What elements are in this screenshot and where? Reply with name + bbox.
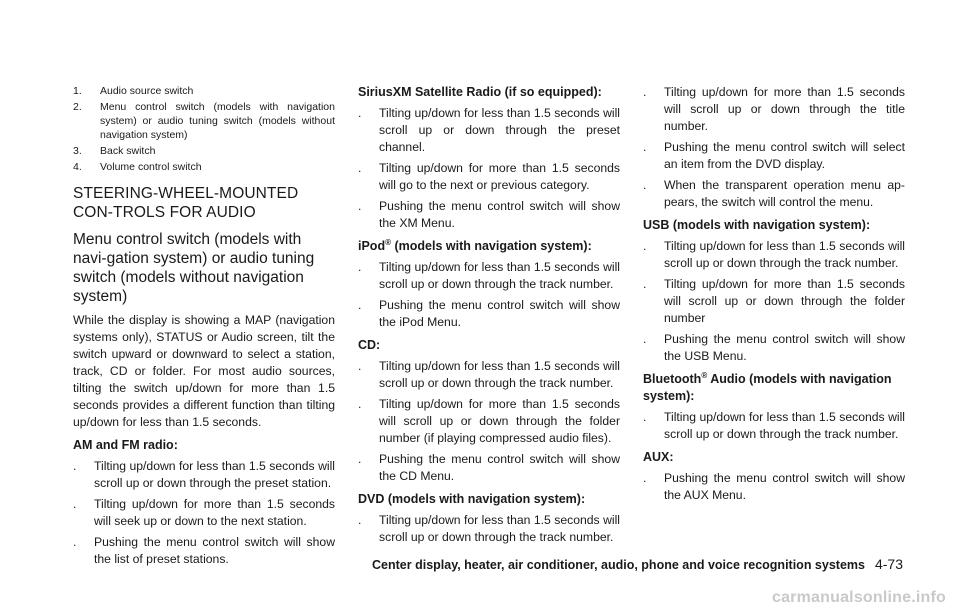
bullet-dot: .: [358, 199, 362, 213]
legend-item: 1. Audio source switch: [73, 85, 194, 97]
intro-paragraph: While the display is showing a MAP (navigation systems only), STATUS or Audio screen, tilt the switch upward or downward to select a station, track, CD or folder. For most audio sources, tilting the switch up/down for more than 1.5 seconds provides a different function than tilting up/down for less than 1.5 seconds.: [73, 313, 335, 429]
list-item: . Tilting up/down for less than 1.5 seconds will scroll up or down through the track number.: [358, 513, 620, 544]
dvd-list-continued: [643, 84, 905, 211]
am-fm-title: AM and FM radio:: [73, 438, 178, 452]
list-item: . Tilting up/down for less than 1.5 seconds will scroll up or down through the preset station.: [73, 459, 335, 490]
aux-title: AUX:: [643, 450, 674, 464]
list-item: . Pushing the menu control switch will show the XM Menu.: [358, 199, 620, 230]
am-fm-list: [73, 458, 335, 568]
bullet-dot: .: [643, 277, 647, 291]
footer-title: Center display, heater, air conditioner, audio, phone and voice recognition systems: [372, 558, 865, 572]
bullet-dot: .: [643, 410, 647, 424]
list-item: . Pushing the menu control switch will show the CD Menu.: [358, 452, 620, 483]
bullet-dot: .: [643, 332, 647, 346]
bullet-dot: .: [643, 140, 647, 154]
column-middle: [358, 84, 620, 552]
bullet-dot: .: [358, 161, 362, 175]
bluetooth-list: [643, 409, 905, 443]
list-item: . Tilting up/down for more than 1.5 seconds will seek up or down to the next station.: [73, 497, 335, 528]
list-item: . Tilting up/down for more than 1.5 seconds will scroll up or down through the folder number: [643, 277, 905, 325]
dvd-title: DVD (models with navigation system):: [358, 492, 586, 506]
cd-list: [358, 358, 620, 485]
list-item: . Tilting up/down for more than 1.5 seconds will go to the next or previous category.: [358, 161, 620, 192]
section-heading: STEERING-WHEEL-MOUNTED CON-TROLS FOR AUDIO: [73, 185, 299, 221]
column-right: [643, 84, 905, 510]
list-item: . Tilting up/down for less than 1.5 seconds will scroll up or down through the track number.: [643, 410, 905, 441]
bullet-dot: .: [643, 85, 647, 99]
bullet-dot: .: [73, 459, 77, 473]
list-item: . Pushing the menu control switch will show the USB Menu.: [643, 332, 905, 363]
subsection-heading: Menu control switch (models with navi-gation system) or audio tuning switch (models without navigation system): [73, 231, 315, 305]
legend-item: 3. Back switch: [73, 145, 156, 157]
list-item: . Tilting up/down for less than 1.5 seconds will scroll up or down through the preset channel.: [358, 106, 620, 154]
list-item: . Pushing the menu control switch will show the list of preset stations.: [73, 535, 335, 566]
bullet-dot: .: [358, 513, 362, 527]
bullet-dot: .: [358, 397, 362, 411]
aux-list: [643, 470, 905, 504]
column-left: [73, 84, 335, 574]
ipod-title: iPod® (models with navigation system):: [358, 237, 592, 253]
bullet-dot: .: [358, 298, 362, 312]
siriusxm-list: [358, 105, 620, 232]
cd-title: CD:: [358, 338, 381, 352]
list-item: . Pushing the menu control switch will show the iPod Menu.: [358, 298, 620, 329]
list-item: . Tilting up/down for more than 1.5 seconds will scroll up or down through the folder number (if playing compressed audio files).: [358, 397, 620, 445]
legend-item: 2. Menu control switch (models with navigation system) or audio tuning switch (models without navigation system): [73, 101, 335, 141]
usb-title: USB (models with navigation system):: [643, 218, 871, 232]
watermark: carmanualsonline.info: [771, 589, 946, 606]
list-item: . Tilting up/down for less than 1.5 seconds will scroll up or down through the track number.: [643, 239, 905, 270]
usb-list: [643, 238, 905, 365]
list-item: . Pushing the menu control switch will show the AUX Menu.: [643, 471, 905, 502]
list-item: . Tilting up/down for less than 1.5 seconds will scroll up or down through the track number.: [358, 260, 620, 291]
bullet-dot: .: [73, 535, 77, 549]
page-footer: [372, 556, 903, 574]
bullet-dot: .: [358, 452, 362, 466]
legend-item: 4. Volume control switch: [73, 161, 202, 173]
ipod-list: [358, 259, 620, 331]
list-item: . Tilting up/down for more than 1.5 seconds will scroll up or down through the title number.: [643, 85, 905, 133]
bullet-dot: .: [73, 497, 77, 511]
dvd-list: [358, 512, 620, 546]
list-item: . Pushing the menu control switch will select an item from the DVD display.: [643, 140, 905, 171]
bluetooth-title: Bluetooth® Audio (models with navigation system):: [643, 370, 892, 403]
callout-legend: [73, 84, 335, 174]
bullet-dot: .: [358, 106, 362, 120]
list-item: . When the transparent operation menu ap-pears, the switch will control the menu.: [643, 178, 905, 209]
bullet-dot: .: [358, 260, 362, 274]
bullet-dot: .: [643, 239, 647, 253]
bullet-dot: .: [358, 359, 362, 373]
page-number: 4-73: [874, 556, 903, 572]
list-item: . Tilting up/down for less than 1.5 seconds will scroll up or down through the track number.: [358, 359, 620, 390]
siriusxm-title: SiriusXM Satellite Radio (if so equipped):: [358, 85, 602, 99]
bullet-dot: .: [643, 471, 647, 485]
bullet-dot: .: [643, 178, 647, 192]
